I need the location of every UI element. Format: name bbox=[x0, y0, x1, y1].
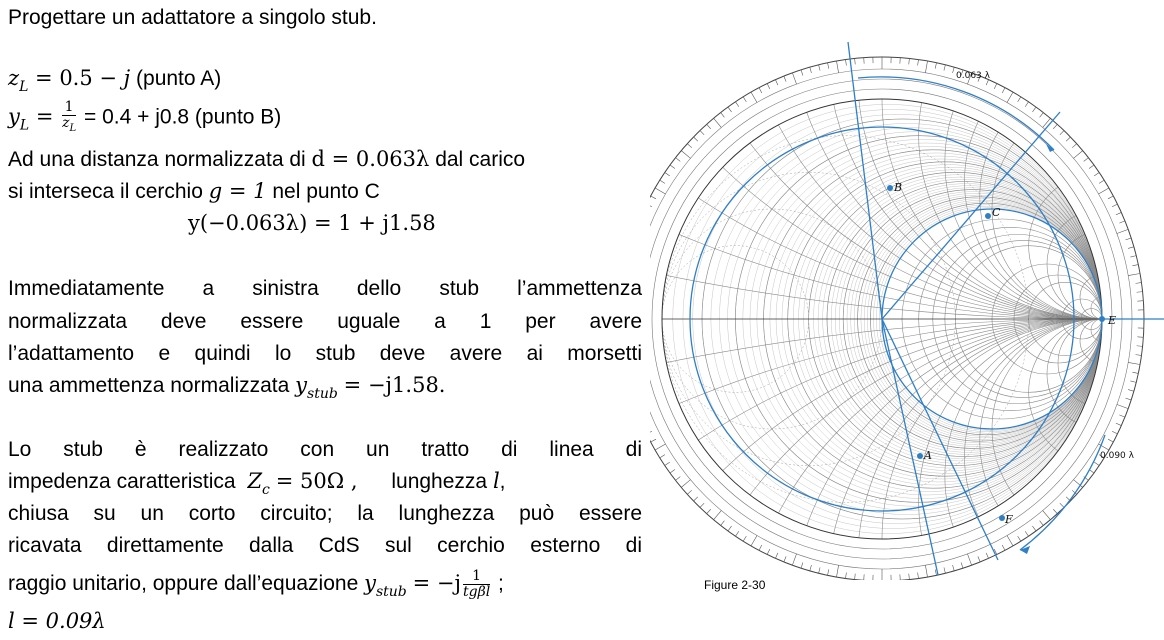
p3-line3: chiusa su un corto circuito; la lunghezza può essere bbox=[8, 502, 642, 525]
smith-chart bbox=[650, 40, 1164, 580]
p2-line2: normalizzata deve essere uguale a 1 per avere bbox=[8, 310, 642, 333]
point-a bbox=[917, 453, 923, 459]
eq-yl: $y_L$ = $\frac{1}{z_L}$ = 0.4 + j0.8 (punto B) bbox=[8, 99, 282, 134]
point-b bbox=[887, 185, 893, 191]
label-b: B bbox=[894, 181, 903, 194]
p3-line5: raggio unitario, oppure dall’equazione $y_{stub} = -j$ $\frac{1}{\text{tgβl}}$ ; bbox=[8, 567, 504, 600]
p3-line1: Lo stub è realizzato con un tratto di linea di bbox=[8, 438, 642, 461]
p3-line4: ricavata direttamente dalla CdS sul cerchio esterno di bbox=[8, 534, 642, 557]
smith-grid bbox=[650, 40, 1164, 580]
label-0063: 0.063 λ bbox=[956, 71, 990, 81]
p1-line1: Ad una distanza normalizzata di d = 0.063λ dal carico bbox=[8, 147, 526, 171]
p2-line3: l’adattamento e quindi lo stub deve avere ai morsetti bbox=[8, 342, 642, 365]
p2-line1: Immediatamente a sinistra dello stub l’ammettenza bbox=[8, 277, 642, 300]
final-result: l = 0.09λ bbox=[8, 609, 106, 633]
figure-caption: Figure 2-30 bbox=[704, 578, 766, 592]
radial-a bbox=[882, 319, 938, 575]
p3-line2: impedenza caratteristica $Z_c = 50\Omega$ , lunghezza l, bbox=[8, 469, 506, 498]
label-0090: 0.090 λ bbox=[1100, 451, 1134, 461]
p2-line4: una ammettenza normalizzata $y_{stub} = -j1.58$. bbox=[8, 373, 446, 402]
p1-equation: y(−0.063λ) = 1 + j1.58 bbox=[188, 211, 436, 235]
label-e: E bbox=[1108, 314, 1117, 327]
point-c bbox=[985, 213, 991, 219]
title: Progettare un adattatore a singolo stub. bbox=[8, 6, 377, 29]
label-f: F bbox=[1005, 513, 1013, 526]
point-e bbox=[1099, 316, 1105, 322]
eq-zl: $z_L = 0.5 - j$ (punto A) bbox=[8, 66, 222, 95]
label-a: A bbox=[924, 449, 932, 462]
label-c: C bbox=[992, 206, 1001, 219]
p1-line2: si interseca il cerchio g = 1 nel punto C bbox=[8, 179, 380, 203]
